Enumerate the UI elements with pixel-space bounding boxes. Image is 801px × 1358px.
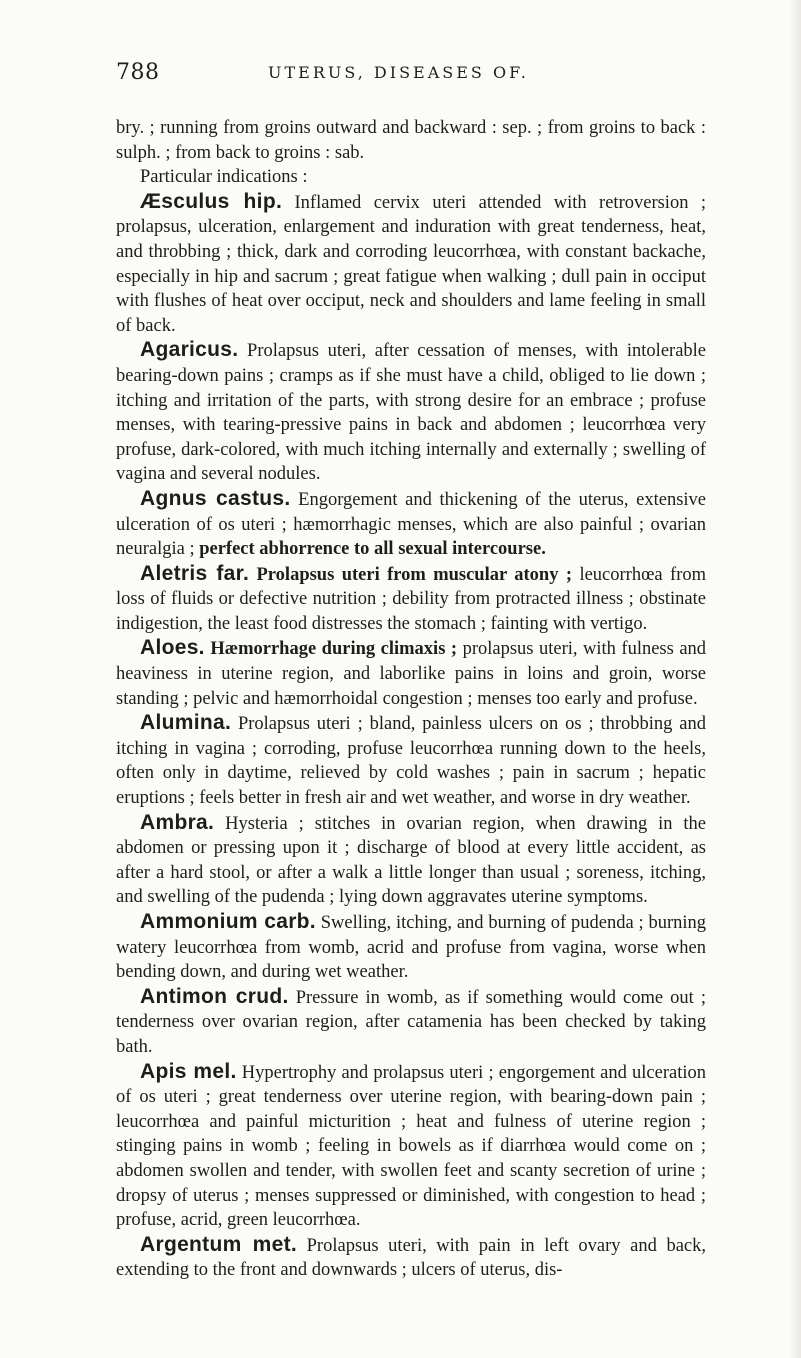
entry-text: Prolapsus uteri, after cessation of menses, with intolerable bearing-down pains ; cramps as if she must have a child, obliged to lie down ; itching and irritation of the parts, with strong desire for an embrace ; profuse menses, with tearing-pressive pains in back and abdomen ; leucorrhœa very profuse, dark-colored, with much itching internally and externally ; swelling of vagina and several nodules. [116,341,707,485]
entry-aletris [116,562,706,637]
entry-text: Hypertrophy and prolapsus uteri ; engorgement and ulceration of os uteri ; great tenderness over uterine region, with bearing-down pain ; leucorrhœa and painful micturition ; heat and fulness of uterine region ; stinging pains in womb ; feeling in bowels as if diarrhœa would come on ; abdomen swollen and tender, with swollen feet and scanty secretion of urine ; dropsy of uterus ; menses suppressed or diminished, with congestion to head ; profuse, acrid, green leucorrhœa. [116,1062,707,1231]
entry-argentum-met [116,1233,706,1283]
entry-text: Pressure in womb, as if something would come out ; tenderness over ovarian region, after catamenia has been checked by taking bath. [116,987,706,1057]
page-number: 788 [116,60,160,85]
entry-aloes [116,636,706,711]
entry-aesculus [116,190,706,339]
continuation-paragraph: bry. ; running from groins outward and backward : sep. ; from groins to back : sulph. ; from back to groins : sab. [116,118,706,163]
section-heading: Particular indications : [140,167,308,188]
entry-bold-text: Hæmorrhage during climaxis ; [210,639,458,660]
entry-text: Swelling, itching, and burning of pudenda ; burning watery leucorrhœa from womb, acrid and profuse from vagina, worse when bending down, and during wet weather. [116,913,706,983]
body-text [116,116,706,1283]
remedy-name: Ambra. [140,810,215,834]
entry-ambra [116,811,706,910]
remedy-name: Æsculus hip. [140,189,283,213]
entry-bold-text: perfect abhorrence to all sexual intercourse. [199,539,546,560]
remedy-name: Apis mel. [140,1059,237,1083]
entry-alumina [116,711,706,810]
entry-bold-text: Prolapsus uteri from muscular atony ; [256,564,573,585]
remedy-name: Agnus castus. [140,486,291,510]
entry-text: leucorrhœa from loss of fluids or defective nutrition ; debility from protracted illness ; obstinate indigestion, the least food distresses the stomach ; fainting with vertigo. [116,564,707,634]
page-edge-shadow [789,0,801,1358]
entry-text: Hysteria ; stitches in ovarian region, when drawing in the abdomen or pressing upon it ; discharge of blood at every little accident, as after a hard stool, or after a walk a little longer than usual ; soreness, itching, and swelling of the pudenda ; lying down aggravates uterine symptoms. [116,813,706,908]
entry-text: Prolapsus uteri ; bland, painless ulcers on os ; throbbing and itching in vagina ; corroding, profuse leucorrhœa running down to the heels, often only in daytime, relieved by cold washes ; pain in sacrum ; hepatic eruptions ; feels better in fresh air and wet weather, and worse in dry weather. [116,714,707,809]
entry-text: prolapsus uteri, with fulness and heaviness in uterine region, and laborlike pains in loins and groin, worse standing ; pelvic and hæmorrhoidal congestion ; menses too early and profuse. [116,639,707,709]
entry-ammonium-carb [116,910,706,985]
remedy-name: Argentum met. [140,1232,298,1256]
page-header [116,60,706,90]
entry-agaricus [116,338,706,487]
entry-text: Inflamed cervix uteri attended with retroversion ; prolapsus, ulceration, enlargement and induration with great tenderness, heat, and throbbing ; thick, dark and corroding leucorrhœa, with constant backache, especially in hip and sacrum ; great fatigue when walking ; dull pain in occiput with flushes of heat over occiput, neck and shoulders and lame feeling in small of back. [116,192,706,336]
remedy-name: Ammonium carb. [140,910,316,933]
remedy-name: Antimon crud. [140,984,289,1008]
entry-antimon-crud [116,985,706,1060]
remedy-name: Aloes. [140,636,205,660]
entry-agnus-castus [116,487,706,562]
entry-apis-mel [116,1060,706,1233]
entry-text: Prolapsus uteri, with pain in left ovary and back, extending to the front and downwards ; ulcers of uterus, dis- [116,1235,706,1281]
remedy-name: Alumina. [140,711,232,735]
entry-text: Engorgement and thickening of the uterus, extensive ulceration of os uteri ; hæmorrhagic menses, which are also painful ; ovarian neuralgia ; [116,489,707,560]
remedy-name: Agaricus. [140,338,239,362]
running-head: UTERUS, DISEASES OF. [268,63,529,82]
remedy-name: Aletris far. [140,561,250,585]
